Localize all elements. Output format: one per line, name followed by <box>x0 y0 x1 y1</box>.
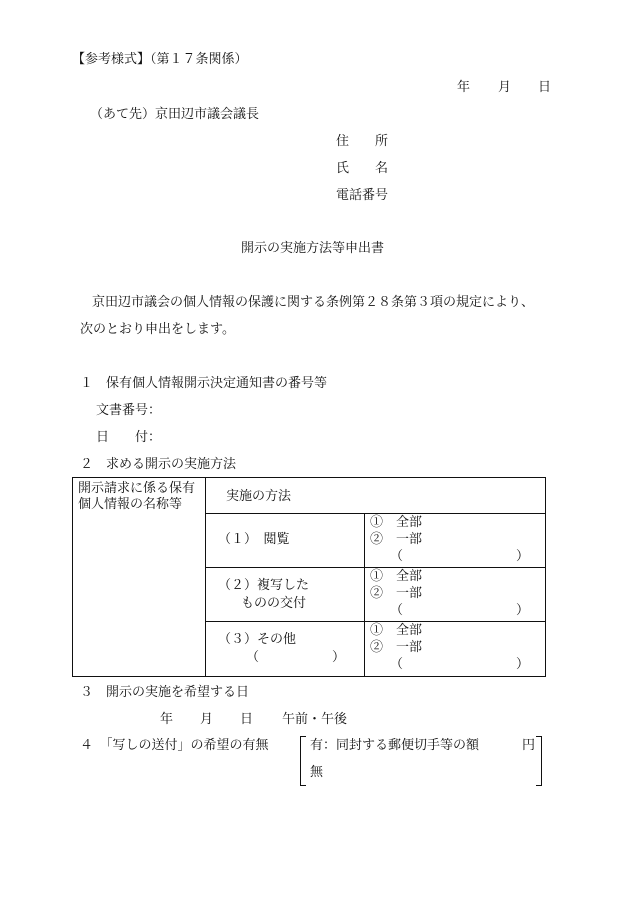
section3-month: 月 <box>200 712 214 727</box>
section3-day: 日 <box>240 712 254 727</box>
method-other-opt-part: ② 一部 <box>370 640 423 655</box>
addressee: （あて先）京田辺市議会議長 <box>90 107 260 122</box>
section2-heading: ２ 求める開示の実施方法 <box>80 457 237 472</box>
method-view-opt-all: ① 全部 <box>370 515 423 530</box>
method-view-paren-open: （ <box>390 549 404 564</box>
section1-date-label: 日 付： <box>96 430 162 445</box>
table-header-name-a: 開示請求に係る保有 <box>78 481 196 496</box>
phone-label: 電話番号 <box>336 188 389 203</box>
name-label: 氏 名 <box>336 161 389 176</box>
body-line-2: 次のとおり申出をします。 <box>80 322 235 337</box>
method-copy-opt-all: ① 全部 <box>370 569 423 584</box>
date-day-label: 日 <box>538 80 552 95</box>
section4-heading: ４ 「写しの送付」の希望の有無 <box>80 738 269 753</box>
date-year-label: 年 <box>457 80 471 95</box>
method-other-opt-paren-close: ） <box>516 657 530 672</box>
method-copy-label-a: （２）複写した <box>218 578 310 593</box>
body-line-1: 京田辺市議会の個人情報の保護に関する条例第２８条第３項の規定により、 <box>92 295 535 310</box>
method-other-opt-all: ① 全部 <box>370 623 423 638</box>
method-other-opt-paren-open: （ <box>390 657 404 672</box>
table-header-name-b: 個人情報の名称等 <box>78 497 183 512</box>
table-header-method: 実施の方法 <box>226 489 292 504</box>
method-other-paren-open: （ <box>246 650 260 665</box>
doc-number-label: 文書番号： <box>96 403 162 418</box>
method-other-label: （３）その他 <box>218 632 297 647</box>
option-yes: 有：同封する郵便切手等の額 <box>310 738 480 753</box>
method-view-opt-part: ② 一部 <box>370 532 423 547</box>
section1-heading: １ 保有個人情報開示決定通知書の番号等 <box>80 376 328 391</box>
date-month-label: 月 <box>498 80 512 95</box>
option-no: 無 <box>310 765 324 780</box>
section3-ampm: 午前・午後 <box>282 712 348 727</box>
form-article: （第１７条関係） <box>150 52 248 67</box>
left-bracket <box>300 736 306 786</box>
right-bracket <box>536 736 542 786</box>
method-other-paren-close: ） <box>332 650 346 665</box>
method-copy-paren-open: （ <box>390 603 404 618</box>
method-copy-paren-close: ） <box>516 603 530 618</box>
form-label: 【参考様式】 <box>72 52 151 67</box>
section3-year: 年 <box>160 712 174 727</box>
section3-heading: ３ 開示の実施を希望する日 <box>80 685 250 700</box>
document-title: 開示の実施方法等申出書 <box>241 241 385 256</box>
yen-label: 円 <box>522 738 536 753</box>
method-view-label: （１） 閲覧 <box>218 532 290 547</box>
method-copy-label-b: ものの交付 <box>241 596 307 611</box>
method-view-paren-close: ） <box>516 549 530 564</box>
method-copy-opt-part: ② 一部 <box>370 586 423 601</box>
address-label: 住 所 <box>336 134 389 149</box>
